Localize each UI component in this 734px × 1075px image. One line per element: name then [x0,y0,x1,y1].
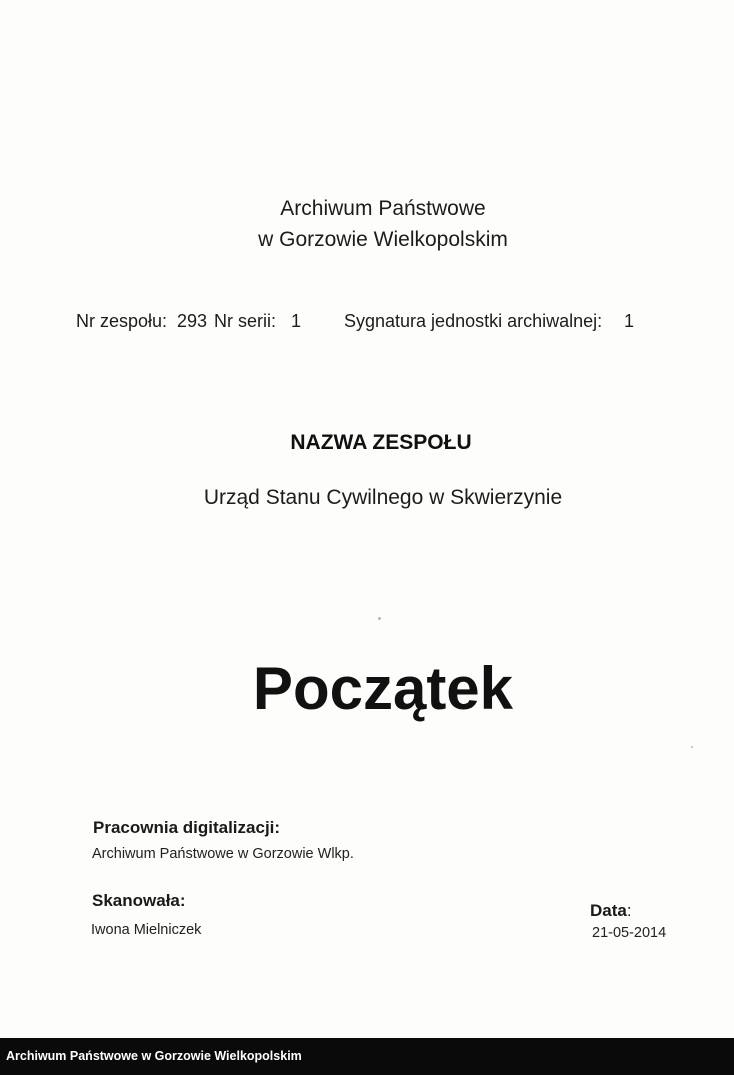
scan-speck [691,746,693,748]
digitization-lab-value: Archiwum Państwowe w Gorzowie Wlkp. [92,846,354,862]
fond-number-value: 293 [177,311,208,331]
archive-name-line1: Archiwum Państwowe [280,197,486,220]
signature-label: Sygnatura jednostki archiwalnej: [344,311,603,331]
digitization-lab-label: Pracownia digitalizacji: [93,818,281,837]
scanner-label: Skanowała: [92,891,186,910]
footer-watermark-text: Archiwum Państwowe w Gorzowie Wielkopolskim [6,1049,302,1063]
date-value: 21-05-2014 [592,925,667,941]
footer-bar [0,1038,734,1075]
fond-section-title: NAZWA ZESPOŁU [290,431,472,454]
fond-name: Urząd Stanu Cywilnego w Skwierzynie [203,486,563,509]
date-label: Data: [590,901,632,920]
fond-number-label: Nr zespołu: [76,311,168,331]
archive-name-line2: w Gorzowie Wielkopolskim [258,228,508,251]
start-marker-title: Początek [252,655,514,722]
signature-value: 1 [624,311,635,331]
series-number-label: Nr serii: [214,311,276,331]
scanner-value: Iwona Mielniczek [91,922,202,938]
scan-speck [378,617,381,620]
series-number-value: 1 [291,311,302,331]
